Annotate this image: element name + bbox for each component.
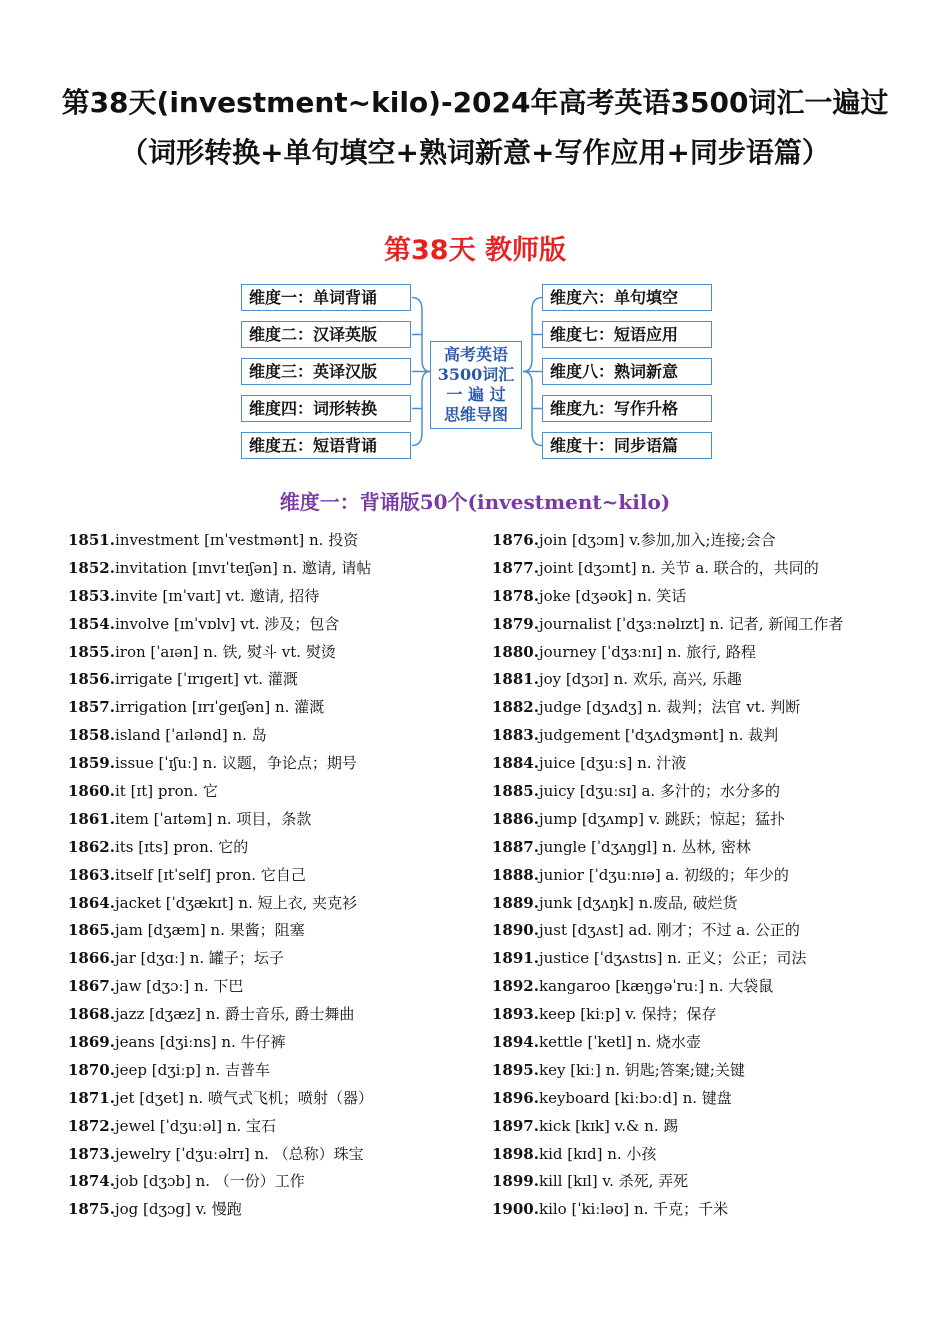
entry-text: join [dʒɔɪn] v.参加,加入;连接;会合 xyxy=(538,531,776,549)
entry-text: jump [dʒʌmp] v. 跳跃；惊起；猛扑 xyxy=(538,809,785,828)
entry-number: 1884. xyxy=(492,754,539,773)
entry-number: 1891. xyxy=(492,949,539,968)
word-entry xyxy=(68,891,373,919)
entry-text: issue [ˈɪʃuː] n. 议题，争论点；期号 xyxy=(114,754,357,773)
entry-text: jewelry [ˈdʒuːəlrɪ] n. （总称）珠宝 xyxy=(114,1144,364,1163)
entry-number: 1881. xyxy=(492,670,539,689)
word-entry xyxy=(68,946,373,974)
entry-number: 1864. xyxy=(68,893,115,912)
word-entry xyxy=(68,584,373,612)
word-entry xyxy=(68,1030,373,1058)
dimension-3-box: 维度三：英译汉版 xyxy=(241,358,411,385)
entry-number: 1892. xyxy=(492,977,539,996)
entry-number: 1866. xyxy=(68,949,115,968)
entry-number: 1869. xyxy=(68,1033,115,1052)
dimension-9-box: 维度九：写作升格 xyxy=(542,395,712,422)
center-line-4: 思维导图 xyxy=(443,405,508,424)
entry-number: 1872. xyxy=(68,1116,115,1135)
entry-text: kilo [ˈkiːləʊ] n. 千克；千米 xyxy=(538,1200,729,1219)
entry-text: jewel [ˈdʒuːəl] n. 宝石 xyxy=(114,1116,277,1135)
entry-text: its [ɪts] pron. 它的 xyxy=(114,837,249,856)
entry-text: joke [dʒəʊk] n. 笑话 xyxy=(538,586,687,605)
word-entry xyxy=(68,779,373,807)
word-entry xyxy=(68,863,373,891)
edition-subtitle: 第38天 教师版 xyxy=(384,235,566,266)
mind-map-diagram xyxy=(236,280,716,462)
entry-number: 1862. xyxy=(68,837,115,856)
entry-number: 1854. xyxy=(68,614,115,633)
word-entry xyxy=(68,807,373,835)
entry-text: jar [dʒɑː] n. 罐子；坛子 xyxy=(114,949,284,968)
dimension-5-box: 维度五：短语背诵 xyxy=(241,432,411,459)
entry-text: keep [kiːp] v. 保持；保存 xyxy=(538,1005,717,1024)
entry-text: jog [dʒɔg] v. 慢跑 xyxy=(114,1200,242,1219)
word-entry xyxy=(68,1169,373,1197)
word-list-right xyxy=(492,528,843,1225)
entry-text: kill [kɪl] v. 杀死, 弄死 xyxy=(538,1172,689,1191)
entry-text: judge [dʒʌdʒ] n. 裁判；法官 vt. 判断 xyxy=(538,698,801,717)
entry-number: 1853. xyxy=(68,586,115,605)
entry-text: involve [ɪnˈvɒlv] vt. 涉及；包含 xyxy=(114,614,340,633)
word-entry xyxy=(68,1002,373,1030)
word-entry xyxy=(68,667,373,695)
entry-number: 1877. xyxy=(492,558,539,577)
entry-number: 1871. xyxy=(68,1088,115,1107)
entry-text: juice [dʒuːs] n. 汁液 xyxy=(538,754,687,773)
entry-number: 1879. xyxy=(492,614,539,633)
word-entry xyxy=(492,1169,843,1197)
word-entry xyxy=(68,918,373,946)
entry-number: 1861. xyxy=(68,809,115,828)
word-entry xyxy=(492,723,843,751)
entry-text: key [kiː] n. 钥匙;答案;键;关键 xyxy=(538,1060,745,1079)
entry-number: 1868. xyxy=(68,1005,115,1024)
center-line-3: 一 遍 过 xyxy=(446,385,506,404)
entry-text: junior [ˈdʒuːnɪə] a. 初级的；年少的 xyxy=(538,865,789,884)
word-entry xyxy=(492,779,843,807)
entry-number: 1896. xyxy=(492,1088,539,1107)
word-entry xyxy=(68,1197,373,1225)
entry-number: 1859. xyxy=(68,754,115,773)
entry-text: kettle [ˈketl] n. 烧水壶 xyxy=(538,1033,702,1052)
entry-number: 1890. xyxy=(492,921,539,940)
entry-number: 1876. xyxy=(492,531,539,549)
dimension-8-box: 维度八：熟词新意 xyxy=(542,358,712,385)
word-entry xyxy=(492,918,843,946)
mind-map-center xyxy=(430,341,522,429)
entry-text: kick [kɪk] v.& n. 踢 xyxy=(538,1116,679,1135)
word-entry xyxy=(492,667,843,695)
entry-number: 1886. xyxy=(492,809,539,828)
entry-text: job [dʒɔb] n. （一份）工作 xyxy=(114,1172,305,1191)
entry-number: 1880. xyxy=(492,642,539,661)
entry-text: jeans [dʒiːns] n. 牛仔裤 xyxy=(114,1033,286,1052)
document-title: 第38天(investment~kilo)-2024年高考英语3500词汇一遍过（词形转换+单句填空+熟词新意+写作应用+同步语篇） xyxy=(61,86,889,169)
word-entry xyxy=(68,1086,373,1114)
word-entry xyxy=(68,528,373,556)
entry-text: itself [ɪtˈself] pron. 它自己 xyxy=(114,865,306,884)
entry-text: invite [ɪnˈvaɪt] vt. 邀请, 招待 xyxy=(114,586,320,605)
center-line-2: 3500词汇 xyxy=(437,365,515,384)
word-entry xyxy=(68,751,373,779)
entry-text: juicy [dʒuːsɪ] a. 多汁的；水分多的 xyxy=(538,782,780,801)
word-entry xyxy=(492,1002,843,1030)
entry-number: 1889. xyxy=(492,893,539,912)
entry-number: 1867. xyxy=(68,977,115,996)
entry-number: 1882. xyxy=(492,698,539,717)
entry-number: 1883. xyxy=(492,726,539,745)
entry-text: irrigation [ɪrɪˈgeɪʃən] n. 灌溉 xyxy=(114,698,325,717)
entry-text: jeep [dʒiːp] n. 吉普车 xyxy=(114,1060,270,1079)
entry-number: 1900. xyxy=(492,1200,539,1219)
dimension-7-box: 维度七：短语应用 xyxy=(542,321,712,348)
entry-number: 1852. xyxy=(68,558,115,577)
word-entry xyxy=(492,1114,843,1142)
entry-text: junk [dʒʌŋk] n.废品, 破烂货 xyxy=(538,893,738,912)
word-entry xyxy=(492,584,843,612)
word-entry xyxy=(492,863,843,891)
word-entry xyxy=(68,974,373,1002)
word-entry xyxy=(492,1030,843,1058)
word-entry xyxy=(492,835,843,863)
entry-number: 1875. xyxy=(68,1200,115,1219)
word-entry xyxy=(68,835,373,863)
entry-text: kid [kɪd] n. 小孩 xyxy=(538,1144,657,1163)
entry-number: 1899. xyxy=(492,1172,539,1191)
word-entry xyxy=(492,1086,843,1114)
entry-number: 1885. xyxy=(492,782,539,801)
word-entry xyxy=(492,946,843,974)
entry-number: 1888. xyxy=(492,865,539,884)
entry-text: jungle [ˈdʒʌŋgl] n. 丛林, 密林 xyxy=(538,837,751,856)
word-entry xyxy=(492,1058,843,1086)
dimension-6-box: 维度六：单句填空 xyxy=(542,284,712,311)
entry-text: irrigate [ˈɪrɪgeɪt] vt. 灌溉 xyxy=(114,670,298,689)
entry-number: 1895. xyxy=(492,1060,539,1079)
word-entry xyxy=(68,695,373,723)
entry-text: iron [ˈaɪən] n. 铁, 熨斗 vt. 熨烫 xyxy=(114,642,336,661)
entry-text: joy [dʒɔɪ] n. 欢乐, 高兴, 乐趣 xyxy=(538,670,742,689)
entry-number: 1874. xyxy=(68,1172,115,1191)
word-entry xyxy=(492,974,843,1002)
word-entry xyxy=(68,640,373,668)
entry-number: 1857. xyxy=(68,698,115,717)
dimension-10-box: 维度十：同步语篇 xyxy=(542,432,712,459)
entry-number: 1873. xyxy=(68,1144,115,1163)
section-heading: 维度一：背诵版50个(investment~kilo) xyxy=(279,490,671,514)
word-entry xyxy=(492,695,843,723)
entry-number: 1878. xyxy=(492,586,539,605)
entry-number: 1897. xyxy=(492,1116,539,1135)
word-entry xyxy=(492,1142,843,1170)
entry-text: journey [ˈdʒɜːnɪ] n. 旅行, 路程 xyxy=(538,642,756,661)
word-entry xyxy=(492,556,843,584)
entry-text: jazz [dʒæz] n. 爵士音乐, 爵士舞曲 xyxy=(114,1005,355,1024)
entry-number: 1898. xyxy=(492,1144,539,1163)
entry-text: jaw [dʒɔː] n. 下巴 xyxy=(114,977,244,996)
entry-text: keyboard [kiːbɔːd] n. 键盘 xyxy=(538,1088,732,1107)
entry-text: journalist [ˈdʒɜːnəlɪzt] n. 记者, 新闻工作者 xyxy=(538,614,844,633)
word-entry xyxy=(68,1142,373,1170)
entry-text: item [ˈaɪtəm] n. 项目，条款 xyxy=(114,809,312,828)
center-line-1: 高考英语 xyxy=(443,345,508,364)
dimension-4-box: 维度四：词形转换 xyxy=(241,395,411,422)
entry-number: 1870. xyxy=(68,1060,115,1079)
entry-text: kangaroo [kæŋgəˈruː] n. 大袋鼠 xyxy=(538,977,774,996)
dimension-1-box: 维度一：单词背诵 xyxy=(241,284,411,311)
entry-number: 1851. xyxy=(68,531,115,549)
word-entry xyxy=(68,612,373,640)
word-entry xyxy=(68,1058,373,1086)
entry-text: it [ɪt] pron. 它 xyxy=(114,782,218,801)
word-entry xyxy=(492,612,843,640)
word-entry xyxy=(492,1197,843,1225)
entry-number: 1860. xyxy=(68,782,115,801)
entry-text: joint [dʒɔɪnt] n. 关节 a. 联合的，共同的 xyxy=(538,558,819,577)
entry-text: investment [ɪnˈvestmənt] n. 投资 xyxy=(114,531,359,549)
word-entry xyxy=(492,528,843,556)
dimension-2-box: 维度二：汉译英版 xyxy=(241,321,411,348)
entry-number: 1858. xyxy=(68,726,115,745)
entry-number: 1893. xyxy=(492,1005,539,1024)
entry-text: invitation [ɪnvɪˈteɪʃən] n. 邀请, 请帖 xyxy=(114,558,372,577)
word-entry xyxy=(492,751,843,779)
word-list-left xyxy=(68,528,373,1225)
entry-text: jam [dʒæm] n. 果酱；阻塞 xyxy=(114,921,305,940)
entry-number: 1865. xyxy=(68,921,115,940)
entry-number: 1856. xyxy=(68,670,115,689)
entry-text: just [dʒʌst] ad. 刚才；不过 a. 公正的 xyxy=(538,921,800,940)
word-entry xyxy=(68,723,373,751)
entry-text: island [ˈaɪlənd] n. 岛 xyxy=(114,726,267,745)
entry-text: jacket [ˈdʒækɪt] n. 短上衣, 夹克衫 xyxy=(114,893,358,912)
entry-number: 1894. xyxy=(492,1033,539,1052)
word-entry xyxy=(492,640,843,668)
entry-text: justice [ˈdʒʌstɪs] n. 正义；公正；司法 xyxy=(538,949,807,968)
entry-number: 1855. xyxy=(68,642,115,661)
entry-text: judgement ['dʒʌdʒmənt] n. 裁判 xyxy=(538,726,779,745)
entry-text: jet [dʒet] n. 喷气式飞机；喷射（器） xyxy=(114,1088,373,1107)
word-entry xyxy=(492,891,843,919)
word-entry xyxy=(68,556,373,584)
word-entry xyxy=(68,1114,373,1142)
entry-number: 1887. xyxy=(492,837,539,856)
entry-number: 1863. xyxy=(68,865,115,884)
word-entry xyxy=(492,807,843,835)
